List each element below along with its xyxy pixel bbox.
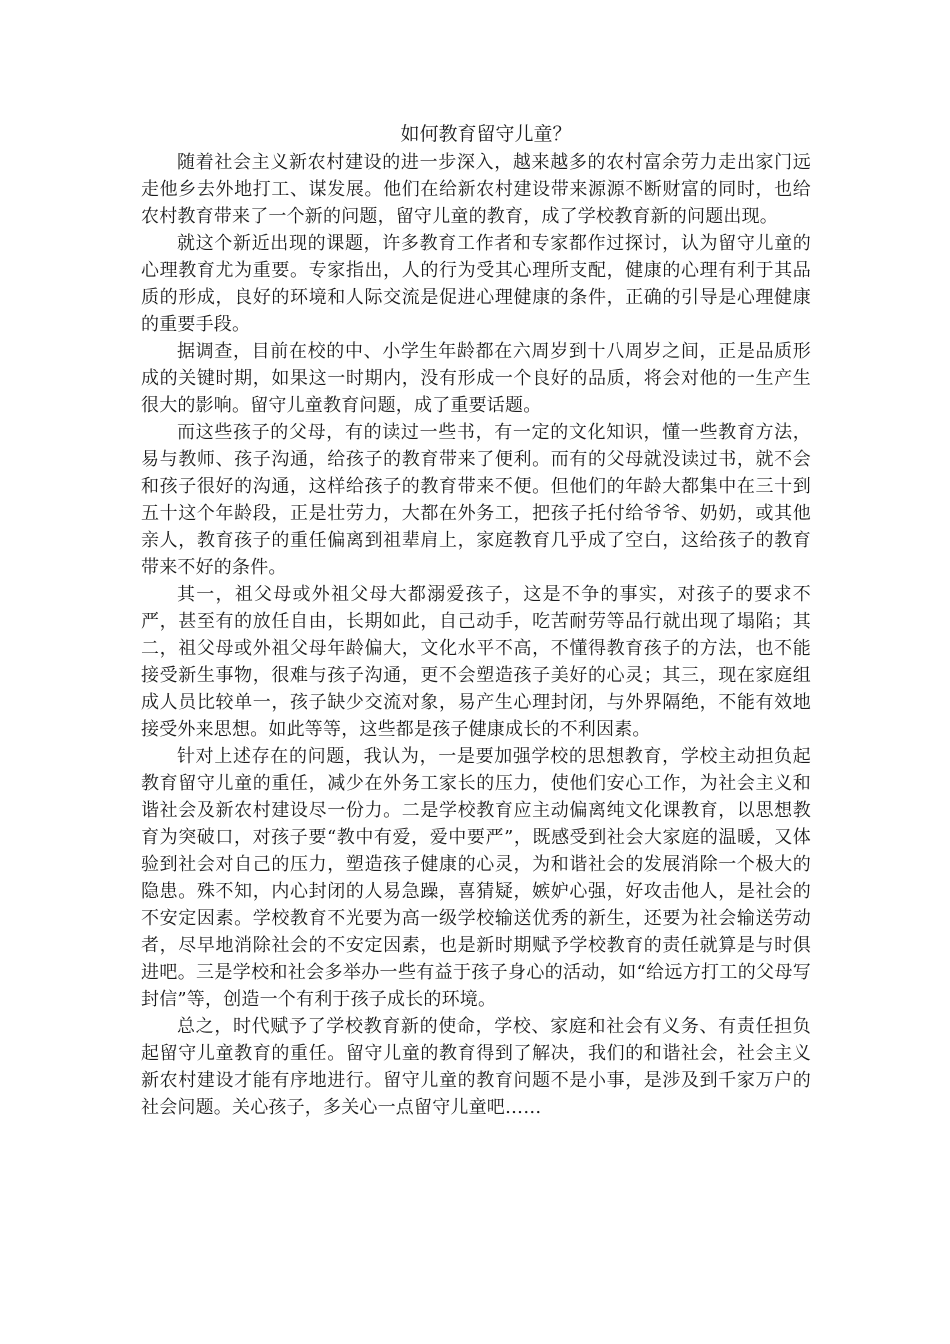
document-body (141, 119, 811, 1121)
paragraph-5: 其一，祖父母或外祖父母大都溺爱孩子，这是不争的事实，对孩子的要求不严，甚至有的放任自由，长期如此，自己动手，吃苦耐劳等品行就出现了塌陷；其二，祖父母或外祖父母年龄偏大，文化水平不高，不懂得教育孩子的方法，也不能接受新生事物，很难与孩子沟通，更不会塑造孩子美好的心灵；其三，现在家庭组成人员比较单一，孩子缺少交流对象，易产生心理封闭，与外界隔绝，不能有效地接受外来思想。如此等等，这些都是孩子健康成长的不利因素。 (141, 584, 811, 740)
document-title: 如何教育留守儿童？ (400, 123, 572, 145)
paragraph-6: 针对上述存在的问题，我认为，一是要加强学校的思想教育，学校主动担负起教育留守儿童的重任，减少在外务工家长的压力，使他们安心工作，为社会主义和谐社会及新农村建设尽一份力。二是学校教育应主动偏离纯文化课教育，以思想教育为突破口，对孩子要“教中有爱，爱中要严”，既感受到社会大家庭的温暖，又体验到社会对自己的压力，塑造孩子健康的心灵，为和谐社会的发展消除一个极大的隐患。殊不知，内心封闭的人易急躁，喜猜疑，嫉妒心强，好攻击他人，是社会的不安定因素。学校教育不光要为高一级学校输送优秀的新生，还要为社会输送劳动者，尽早地消除社会的不安定因素，也是新时期赋予学校教育的责任就算是与时俱进吧。三是学校和社会多举办一些有益于孩子身心的活动，如“给远方打工的父母写封信”等，创造一个有利于孩子成长的环境。 (141, 746, 811, 1010)
paragraph-3: 据调查，目前在校的中、小学生年龄都在六周岁到十八周岁之间，正是品质形成的关键时期，如果这一时期内，没有形成一个良好的品质，将会对他的一生产生很大的影响。留守儿童教育问题，成了重要话题。 (141, 341, 811, 416)
paragraph-7: 总之，时代赋予了学校教育新的使命，学校、家庭和社会有义务、有责任担负起留守儿童教育的重任。留守儿童的教育得到了解决，我们的和谐社会，社会主义新农村建设才能有序地进行。留守儿童的教育问题不是小事，是涉及到千家万户的社会问题。关心孩子，多关心一点留守儿童吧…… (141, 1016, 811, 1118)
paragraph-1: 随着社会主义新农村建设的进一步深入，越来越多的农村富余劳力走出家门远走他乡去外地打工、谋发展。他们在给新农村建设带来源源不断财富的同时，也给农村教育带来了一个新的问题，留守儿童的教育，成了学校教育新的问题出现。 (141, 152, 811, 227)
paragraph-2: 就这个新近出现的课题，许多教育工作者和专家都作过探讨，认为留守儿童的心理教育尤为重要。专家指出，人的行为受其心理所支配，健康的心理有利于其品质的形成，良好的环境和人际交流是促进心理健康的条件，正确的引导是心理健康的重要手段。 (141, 233, 811, 335)
paragraph-4: 而这些孩子的父母，有的读过一些书，有一定的文化知识，懂一些教育方法，易与教师、孩子沟通，给孩子的教育带来了便利。而有的父母就没读过书，就不会和孩子很好的沟通，这样给孩子的教育带来不便。但他们的年龄大都集中在三十到五十这个年龄段，正是壮劳力，大都在外务工，把孩子托付给爷爷、奶奶，或其他亲人，教育孩子的重任偏离到祖辈肩上，家庭教育几乎成了空白，这给孩子的教育带来不好的条件。 (141, 422, 811, 578)
